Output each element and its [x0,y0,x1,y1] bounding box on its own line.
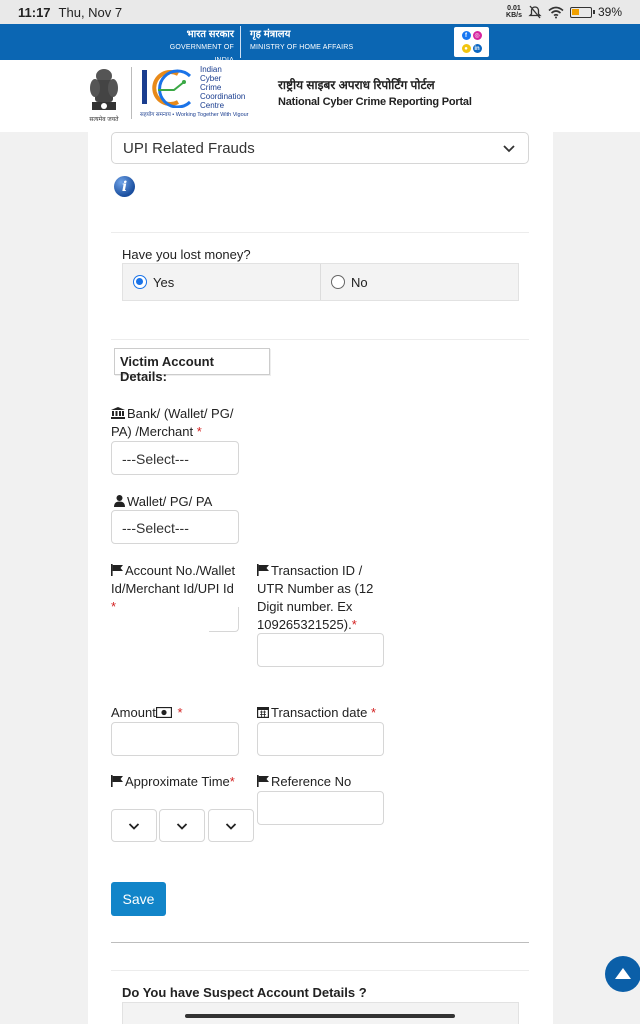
chevron-down-icon [128,820,140,832]
save-button[interactable]: Save [111,882,166,916]
divider [111,942,529,943]
i4c-tagline: सहयोग समन्वय • Working Together With Vigour [140,112,249,118]
money-icon [156,707,172,718]
account-label: Account No./Wallet Id/Merchant Id/UPI Id * [111,563,236,614]
suspect-account-question: Do You have Suspect Account Details ? [122,985,367,1000]
gov-divider [240,26,241,58]
complaint-form-card [88,132,553,1024]
emblem-motto: सत्यमेव जयते [89,117,119,123]
lost-money-question: Have you lost money? [122,247,251,262]
flag-icon [257,564,269,576]
bank-icon [111,407,125,419]
portal-title-hindi: राष्ट्रीय साइबर अपराध रिपोर्टिंग पोर्टल [278,78,435,92]
status-time: 11:17 [18,4,51,20]
koo-icon[interactable]: ● [462,44,471,53]
i4c-name: Indian Cyber Crime Coordination Centre [200,65,246,110]
status-date: Thu, Nov 7 [58,4,123,20]
header-divider [131,67,132,119]
instagram-icon[interactable]: ◎ [474,33,480,39]
flag-icon [111,564,123,576]
victim-account-section-title: Victim Account Details: [114,348,270,375]
battery-icon [570,7,592,18]
user-icon [114,495,125,507]
mute-icon [528,5,542,19]
linkedin-icon[interactable]: in [474,45,480,52]
chevron-down-icon [502,141,516,155]
ministry-of-home-affairs[interactable]: गृह मंत्रालय MINISTRY OF HOME AFFAIRS [250,29,354,51]
divider [111,232,529,233]
gesture-navigation-handle[interactable] [185,1014,455,1018]
lost-money-radio-group [122,263,519,301]
transaction-date-label: Transaction date * [257,704,376,722]
account-input[interactable] [209,607,239,632]
amount-input[interactable] [111,722,239,756]
social-links [454,27,489,57]
net-speed: 0.01 KB/s [506,5,522,19]
hour-select[interactable] [111,809,157,842]
transaction-id-label: Transaction ID / UTR Number as (12 Digit number. Ex 109265321525).* [257,563,374,632]
bank-label: Bank/ (Wallet/ PG/ PA) /Merchant * [111,406,234,439]
wallet-label: Wallet/ PG/ PA [114,493,212,511]
facebook-icon[interactable]: f [462,31,471,40]
divider [111,970,529,971]
flag-icon [111,775,123,787]
info-icon[interactable]: i [114,176,135,197]
status-bar [0,0,640,24]
government-of-india[interactable]: भारत सरकार GOVERNMENT OF [169,29,234,51]
transaction-date-input[interactable] [257,722,384,756]
minute-select[interactable] [159,809,205,842]
lost-money-yes-option[interactable]: Yes [123,264,320,300]
transaction-id-input[interactable] [257,633,384,667]
divider [111,339,529,340]
radio-no[interactable] [331,275,345,289]
suspect-account-radio-group[interactable] [122,1002,519,1024]
calendar-icon [257,706,269,718]
radio-yes[interactable] [133,275,147,289]
battery-percent: 39% [597,5,622,19]
reference-label: Reference No [257,773,351,791]
wallet-select[interactable]: ---Select--- [111,510,239,544]
approx-time-label: Approximate Time* [111,773,241,791]
reference-input[interactable] [257,791,384,825]
fraud-category-select[interactable]: UPI Related Frauds [111,132,529,164]
lost-money-no-option[interactable]: No [320,264,518,300]
scroll-to-top-button[interactable] [605,956,640,992]
government-bar [0,24,640,60]
wifi-icon [548,6,564,19]
amount-label: Amount * [111,705,183,720]
chevron-down-icon [176,820,188,832]
chevron-down-icon [225,820,237,832]
site-header [0,60,640,132]
arrow-up-icon [614,967,632,981]
bank-select[interactable]: ---Select--- [111,441,239,475]
i4c-logo-icon [140,68,200,108]
portal-title-english: National Cyber Crime Reporting Portal [278,96,472,108]
ampm-select[interactable] [208,809,254,842]
flag-icon [257,775,269,787]
